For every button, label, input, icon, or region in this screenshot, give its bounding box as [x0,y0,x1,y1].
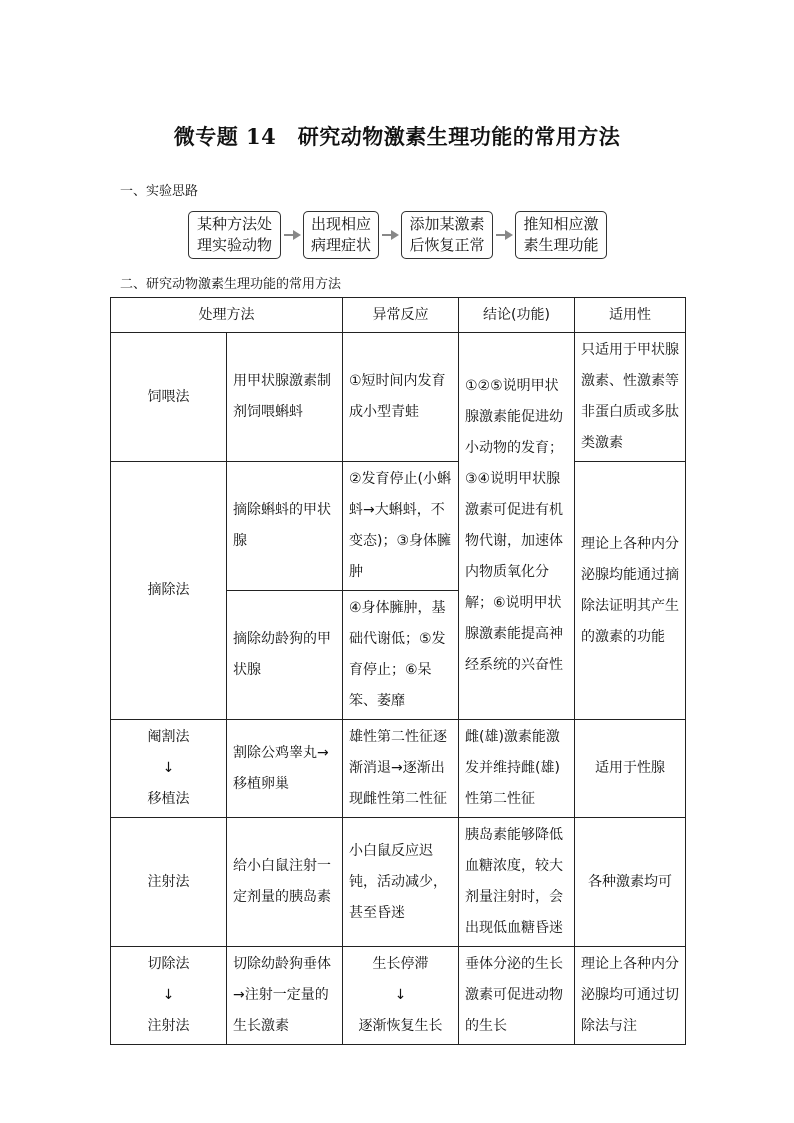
arrow-down-icon: ↓ [162,987,175,1003]
header-method: 处理方法 [111,298,343,333]
table-row [111,720,686,818]
table-header-row [111,298,686,333]
reaction-cell: ②发育停止(小蝌蚪→大蝌蚪，不变态)；③身体臃肿 [343,462,459,591]
reaction-cell: ①短时间内发育成小型青蛙 [343,333,459,462]
flow-step-4 [515,211,607,259]
applicability-cell: 适用于性腺 [575,720,686,818]
method-name: 注射法 [147,1018,190,1034]
flow-step-1 [188,211,281,259]
applicability-cell: 只适用于甲状腺激素、性激素等非蛋白质或多肽类激素 [575,333,686,462]
table-row [111,462,686,591]
section-heading-experiment-idea: 一、实验思路 [120,184,199,199]
detail-cell: 摘除蝌蚪的甲状腺 [227,462,343,591]
method-name: 移植法 [147,791,190,807]
detail-cell: 给小白鼠注射一定剂量的胰岛素 [227,818,343,947]
reaction-cell: 小白鼠反应迟钝，活动减少，甚至昏迷 [343,818,459,947]
arrow-right-icon [493,211,515,259]
reaction-cell: 雄性第二性征逐渐消退→逐渐出现雌性第二性征 [343,720,459,818]
arrow-down-icon: ↓ [394,987,407,1003]
method-cell: 摘除法 [111,462,227,720]
table-row [111,818,686,947]
method-name: 阉割法 [147,729,190,745]
flow-diagram [188,211,607,259]
conclusion-cell: 垂体分泌的生长激素可促进动物的生长 [459,947,575,1045]
flow-step-text: 后恢复正常 [409,236,485,254]
flow-step-text: 素生理功能 [523,236,599,254]
reaction-cell [343,947,459,1045]
reaction-cell: ④身体臃肿，基础代谢低；⑤发育停止；⑥呆笨、萎靡 [343,591,459,720]
table-row [111,333,686,462]
conclusion-cell: ①②⑤说明甲状腺激素能促进幼小动物的发育；③④说明甲状腺激素可促进有机物代谢，加速体内物质氧化分解；⑥说明甲状腺激素能提高神经系统的兴奋性 [459,333,575,720]
method-name: 切除法 [147,956,190,972]
reaction-text: 逐渐恢复生长 [358,1018,443,1034]
header-conclusion: 结论(功能) [459,298,575,333]
flow-step-3 [401,211,493,259]
method-cell: 注射法 [111,818,227,947]
flow-step-text: 某种方法处 [196,215,272,233]
method-cell [111,947,227,1045]
header-applicability: 适用性 [575,298,686,333]
flow-step-text: 出现相应 [310,215,371,233]
arrow-right-icon [379,211,401,259]
flow-step-text: 添加某激素 [409,215,485,233]
flow-step-2 [303,211,379,259]
method-cell [111,720,227,818]
applicability-cell: 各种激素均可 [575,818,686,947]
flow-step-text: 理实验动物 [196,236,272,254]
table-row [111,947,686,1045]
detail-cell: 用甲状腺激素制剂饲喂蝌蚪 [227,333,343,462]
header-reaction: 异常反应 [343,298,459,333]
applicability-cell: 理论上各种内分泌腺均能通过摘除法证明其产生的激素的功能 [575,462,686,720]
reaction-text: 生长停滞 [372,956,429,972]
arrow-down-icon: ↓ [162,760,175,776]
flow-step-text: 病理症状 [310,236,371,254]
method-cell: 饲喂法 [111,333,227,462]
detail-cell: 割除公鸡睾丸→移植卵巢 [227,720,343,818]
flow-step-text: 推知相应激 [523,215,599,233]
conclusion-cell: 胰岛素能够降低血糖浓度，较大剂量注射时，会出现低血糖昏迷 [459,818,575,947]
applicability-cell: 理论上各种内分泌腺均可通过切除法与注 [575,947,686,1045]
methods-table [110,297,686,1045]
detail-cell: 摘除幼龄狗的甲状腺 [227,591,343,720]
conclusion-cell: 雌(雄)激素能激发并维持雌(雄)性第二性征 [459,720,575,818]
arrow-right-icon [281,211,303,259]
section-heading-methods: 二、研究动物激素生理功能的常用方法 [120,277,342,292]
page-title: 微专题 14 研究动物激素生理功能的常用方法 [173,124,621,149]
detail-cell: 切除幼龄狗垂体→注射一定量的生长激素 [227,947,343,1045]
